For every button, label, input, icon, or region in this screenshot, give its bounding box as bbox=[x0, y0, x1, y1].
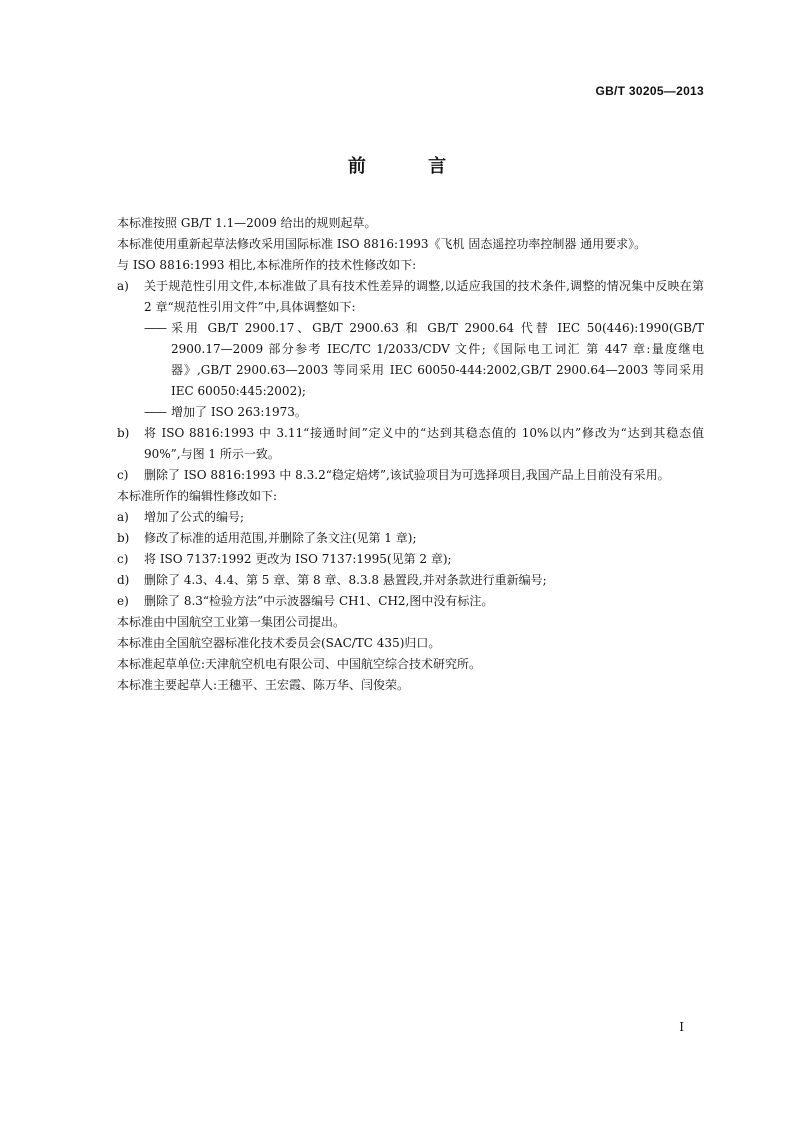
dash-item-text: 增加了 ISO 263:1973。 bbox=[171, 405, 307, 419]
paragraph-committee: 本标准由全国航空器标准化技术委员会(SAC/TC 435)归口。 bbox=[117, 636, 441, 650]
foreword-body bbox=[90, 213, 704, 696]
item-text: 将 ISO 8816:1993 中 3.11“接通时间”定义中的“达到其稳态值的 10%以内”修改为“达到其稳态值 90%”,与图 1 所示一致。 bbox=[144, 426, 704, 461]
item-label: a) bbox=[117, 510, 129, 524]
paragraph-tech-changes-intro: 与 ISO 8816:1993 相比,本标准所作的技术性修改如下: bbox=[117, 258, 417, 272]
dash-item-text: 采用 GB/T 2900.17、GB/T 2900.63 和 GB/T 2900.64 代替 IEC 50(446):1990(GB/T 2900.17—2009 部分参考 IEC/TC 1/2033/CDV 文件;《国际电工词汇 第 447 章:量度继电器》,GB/T 2900.63—2003 等同采用 IEC 60050-444:2002,GB/T 2900.64—2003 等同采用 IEC 60050:445:2002); bbox=[171, 321, 704, 398]
item-text: 关于规范性引用文件,本标准做了具有技术性差异的调整,以适应我国的技术条件,调整的情况集中反映在第 2 章“规范性引用文件”中,具体调整如下: bbox=[144, 279, 704, 314]
page-title: 前 言 bbox=[347, 156, 475, 177]
editorial-item-c bbox=[90, 549, 704, 570]
item-label: d) bbox=[117, 573, 130, 587]
paragraph-proposer: 本标准由中国航空工业第一集团公司提出。 bbox=[117, 615, 346, 629]
editorial-item-b bbox=[90, 528, 704, 549]
editorial-item-e bbox=[90, 591, 704, 612]
dash-item-2 bbox=[90, 402, 704, 423]
paragraph-adoption: 本标准使用重新起草法修改采用国际标准 ISO 8816:1993《飞机 固态遥控功率控制器 通用要求》。 bbox=[117, 237, 647, 251]
editorial-item-a bbox=[90, 507, 704, 528]
tech-item-c bbox=[90, 465, 704, 486]
item-label: b) bbox=[117, 426, 130, 440]
item-text: 删除了 ISO 8816:1993 中 8.3.2“稳定焙烤”,该试验项目为可选择项目,我国产品上目前没有采用。 bbox=[144, 468, 670, 482]
item-text: 删除了 4.3、4.4、第 5 章、第 8 章、8.3.8 悬置段,并对条款进行重新编号; bbox=[144, 573, 547, 587]
dash-mark: —— bbox=[144, 321, 166, 335]
paragraph-editorial-intro: 本标准所作的编辑性修改如下: bbox=[117, 489, 278, 503]
item-label: b) bbox=[117, 531, 130, 545]
editorial-item-d bbox=[90, 570, 704, 591]
standard-code: GB/T 30205—2013 bbox=[595, 84, 704, 98]
paragraph-drafting-units: 本标准起草单位:天津航空机电有限公司、中国航空综合技术研究所。 bbox=[117, 657, 482, 671]
dash-item-1 bbox=[90, 318, 704, 402]
paragraph-drafters: 本标准主要起草人:王穗平、王宏霞、陈万华、闫俊荣。 bbox=[117, 678, 410, 692]
tech-item-a bbox=[90, 276, 704, 318]
item-label: c) bbox=[117, 552, 129, 566]
item-text: 修改了标准的适用范围,并删除了条文注(见第 1 章); bbox=[144, 531, 417, 545]
item-label: c) bbox=[117, 468, 129, 482]
item-label: e) bbox=[117, 594, 129, 608]
item-text: 将 ISO 7137:1992 更改为 ISO 7137:1995(见第 2 章); bbox=[144, 552, 452, 566]
tech-item-b bbox=[90, 423, 704, 465]
item-text: 删除了 8.3“检验方法”中示波器编号 CH1、CH2,图中没有标注。 bbox=[144, 594, 494, 608]
item-text: 增加了公式的编号; bbox=[144, 510, 245, 524]
item-label: a) bbox=[117, 279, 129, 293]
page-number: I bbox=[679, 1020, 684, 1034]
dash-mark: —— bbox=[144, 405, 166, 419]
paragraph-drafting-rules: 本标准按照 GB/T 1.1—2009 给出的规则起草。 bbox=[117, 216, 377, 230]
